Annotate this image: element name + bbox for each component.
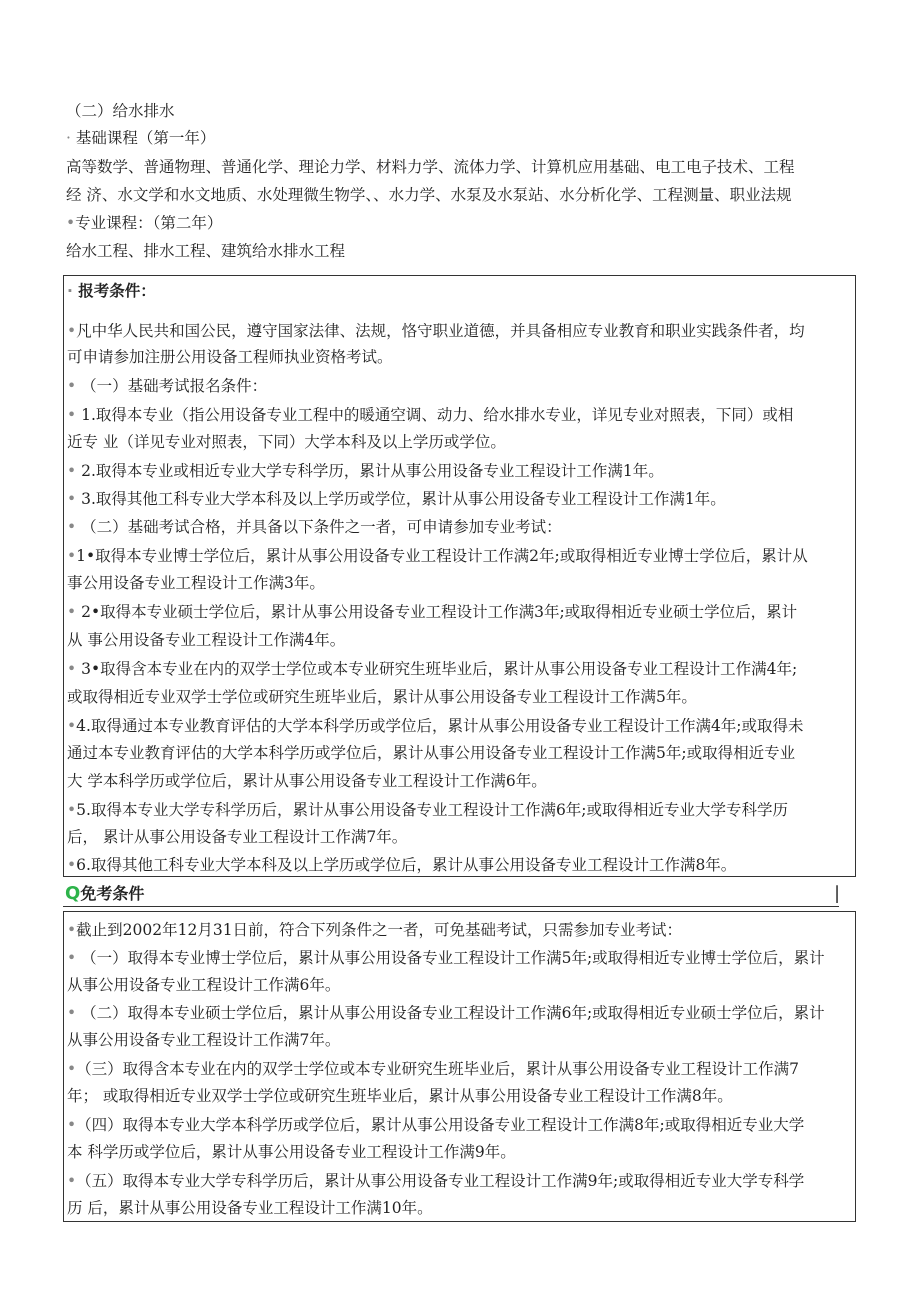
basic-course-line-2: 经 济、水文学和水文地质、水处理微生物学、、水力学、水泵及水泵站、水分析化学、工程测量、职业法规: [66, 186, 792, 204]
condition-line: •4.取得通过本专业教育评估的大学本科学历或学位后，累计从事公用设备专业工程设计工作满4年;或取得未: [67, 717, 804, 735]
condition-line: 大 学本科学历或学位后，累计从事公用设备专业工程设计工作满6年。: [67, 772, 547, 790]
exempt-line: •（三）取得含本专业在内的双学士学位或本专业研究生班毕业后，累计从事公用设备专业工程设计工作满7: [67, 1060, 800, 1078]
exempt-line: 从事公用设备专业工程设计工作满7年。: [67, 1031, 341, 1049]
condition-line: •6.取得其他工科专业大学本科及以上学历或学位后，累计从事公用设备专业工程设计工作满8年。: [67, 856, 737, 874]
heading-underline: [63, 906, 839, 907]
exempt-line: •（五）取得本专业大学专科学历后，累计从事公用设备专业工程设计工作满9年;或取得相近专业大学专科学: [67, 1172, 805, 1190]
condition-line: 从 事公用设备专业工程设计工作满4年。: [67, 631, 346, 649]
section-title: （二）给水排水: [66, 102, 175, 120]
condition-line: • 2.取得本专业或相近专业大学专科学历，累计从事公用设备专业工程设计工作满1年。: [67, 462, 664, 480]
exempt-line: • （一）取得本专业博士学位后，累计从事公用设备专业工程设计工作满5年;或取得相近专业博士学位后，累计: [67, 949, 825, 967]
major-course-heading: •专业课程：（第二年）: [66, 214, 223, 232]
exempt-line: •截止到2002年12月31日前，符合下列条件之一者，可免基础考试，只需参加专业考试：: [67, 921, 683, 939]
condition-line: 通过本专业教育评估的大学本科学历或学位后，累计从事公用设备专业工程设计工作满5年;或取得相近专业: [67, 744, 796, 762]
condition-line: • 1.取得本专业（指公用设备专业工程中的暖通空调、动力、给水排水专业，详见专业对照表，下同）或相: [67, 406, 794, 424]
major-course-line: 给水工程、排水工程、建筑给水排水工程: [66, 242, 346, 260]
exempt-line: 年； 或取得相近专业双学士学位或研究生班毕业后，累计从事公用设备专业工程设计工作满8年。: [67, 1087, 733, 1105]
condition-line: • 3.取得其他工科专业大学本科及以上学历或学位，累计从事公用设备专业工程设计工作满1年。: [67, 490, 726, 508]
basic-course-heading: · 基础课程（第一年）: [66, 129, 216, 147]
registration-conditions-box: [63, 275, 856, 877]
basic-course-line-1: 高等数学、普通物理、普通化学、理论力学、材料力学、流体力学、计算机应用基础、电工电子技术、工程: [66, 158, 795, 176]
condition-line: • 3•取得含本专业在内的双学士学位或本专业研究生班毕业后，累计从事公用设备专业工程设计工作满4年;: [67, 660, 798, 678]
condition-line: 近专 业（详见专业对照表，下同）大学本科及以上学历或学位。: [67, 433, 506, 451]
condition-line: 后， 累计从事公用设备专业工程设计工作满7年。: [67, 828, 408, 846]
condition-line: • （一）基础考试报名条件：: [67, 377, 268, 395]
condition-line: 可申请参加注册公用设备工程师执业资格考试。: [67, 348, 393, 366]
condition-line: 或取得相近专业双学士学位或研究生班毕业后，累计从事公用设备专业工程设计工作满5年。: [67, 688, 697, 706]
exempt-line: 历 后，累计从事公用设备专业工程设计工作满10年。: [67, 1199, 433, 1217]
condition-line: •凡中华人民共和国公民，遵守国家法律、法规，恪守职业道德，并具备相应专业教育和职业实践条件者，均: [67, 322, 805, 340]
condition-line: 事公用设备专业工程设计工作满3年。: [67, 574, 325, 592]
exempt-conditions-box: [63, 911, 856, 1222]
conditions-heading: · 报考条件：: [67, 282, 156, 300]
exempt-line: 从事公用设备专业工程设计工作满6年。: [67, 976, 341, 994]
condition-line: •5.取得本专业大学专科学历后，累计从事公用设备专业工程设计工作满6年;或取得相近专业大学专科学历: [67, 801, 789, 819]
exempt-line: • （二）取得本专业硕士学位后，累计从事公用设备专业工程设计工作满6年;或取得相近专业硕士学位后，累计: [67, 1004, 825, 1022]
exempt-line: 本 科学历或学位后，累计从事公用设备专业工程设计工作满9年。: [67, 1143, 516, 1161]
exempt-heading: Q免考条件: [65, 883, 145, 904]
exempt-line: •（四）取得本专业大学本科学历或学位后，累计从事公用设备专业工程设计工作满8年;或取得相近专业大学: [67, 1116, 805, 1134]
condition-line: •1•取得本专业博士学位后，累计从事公用设备专业工程设计工作满2年;或取得相近专业博士学位后，累计从: [67, 547, 808, 565]
condition-line: • （二）基础考试合格，并具备以下条件之一者，可申请参加专业考试：: [67, 518, 562, 536]
q-mark: Q: [65, 883, 81, 904]
condition-line: • 2•取得本专业硕士学位后，累计从事公用设备专业工程设计工作满3年;或取得相近专业硕士学位后，累计: [67, 603, 798, 621]
heading-bar: |: [834, 883, 841, 904]
